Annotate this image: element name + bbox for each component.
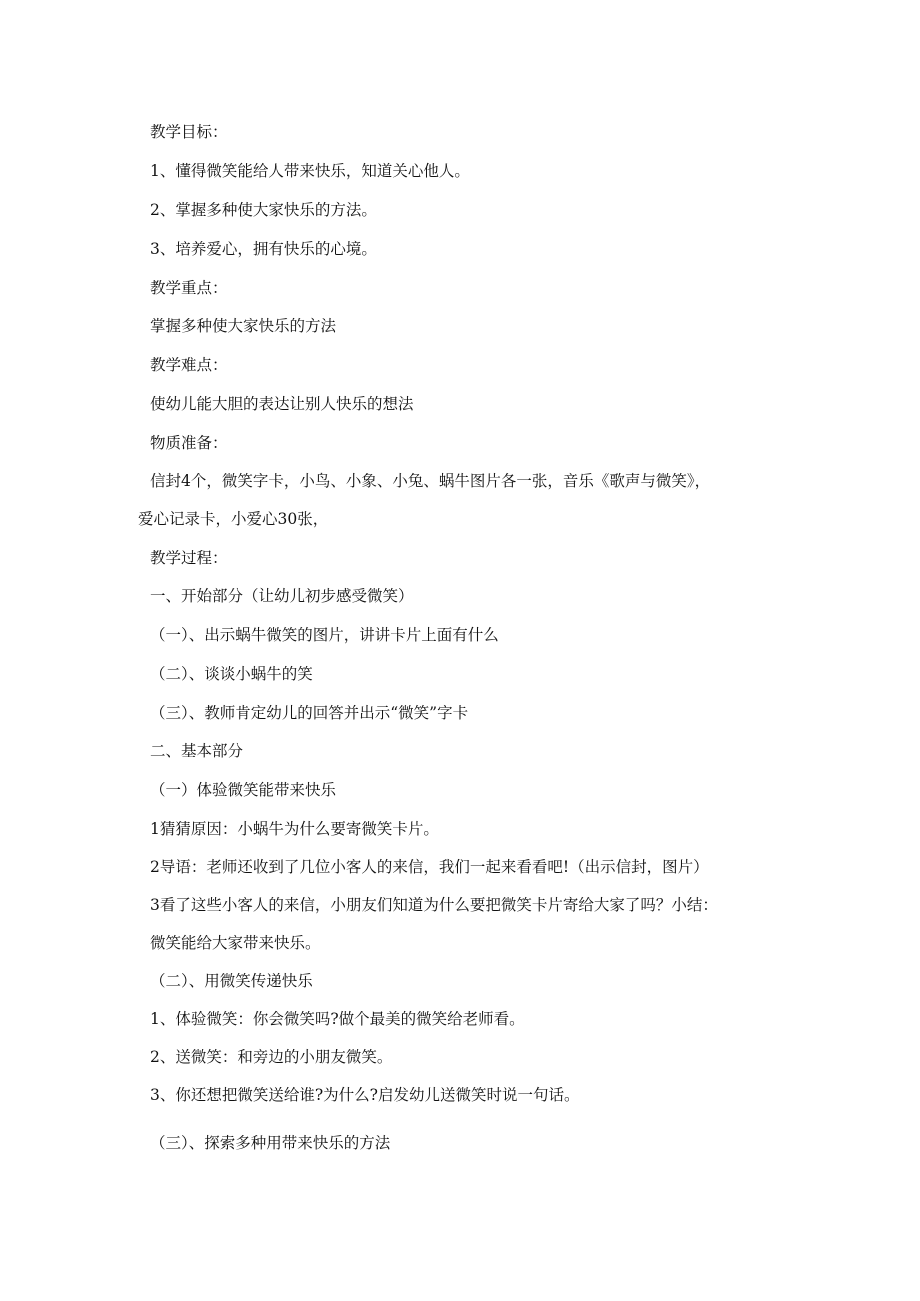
section-1-item-2: （二）、谈谈小蜗牛的笑 xyxy=(150,665,313,683)
section-2-sub-2-item-1: 1、体验微笑：你会微笑吗?做个最美的微笑给老师看。 xyxy=(150,1010,525,1028)
section-2-sub-1-item-3-line-2: 微笑能给大家带来快乐。 xyxy=(150,934,321,952)
section-2-sub-3-heading: （三）、探索多种用带来快乐的方法 xyxy=(150,1134,391,1152)
section-2-sub-1-item-1: 1猜猜原因：小蜗牛为什么要寄微笑卡片。 xyxy=(150,820,439,838)
section-2-heading: 二、基本部分 xyxy=(150,742,244,760)
teaching-difficulty-text: 使幼儿能大胆的表达让别人快乐的想法 xyxy=(150,395,414,413)
teaching-focus-text: 掌握多种使大家快乐的方法 xyxy=(150,317,337,335)
section-1-item-3: （三）、教师肯定幼儿的回答并出示“微笑”字卡 xyxy=(150,704,469,722)
heading-teaching-process: 教学过程： xyxy=(150,549,228,567)
section-2-sub-2-item-2: 2、送微笑：和旁边的小朋友微笑。 xyxy=(150,1048,393,1066)
goal-item-3: 3、培养爱心，拥有快乐的心境。 xyxy=(150,240,377,258)
section-2-sub-1-item-3-line-1: 3看了这些小客人的来信，小朋友们知道为什么要把微笑卡片寄给大家了吗？小结： xyxy=(150,896,718,914)
goal-item-2: 2、掌握多种使大家快乐的方法。 xyxy=(150,201,377,219)
section-2-sub-2-heading: （二）、用微笑传递快乐 xyxy=(150,972,313,990)
heading-teaching-focus: 教学重点： xyxy=(150,279,228,297)
section-2-sub-2-item-3: 3、你还想把微笑送给谁?为什么?启发幼儿送微笑时说一句话。 xyxy=(150,1086,580,1104)
heading-materials: 物质准备： xyxy=(150,434,228,452)
section-2-sub-1-item-2: 2导语：老师还收到了几位小客人的来信，我们一起来看看吧!（出示信封，图片） xyxy=(150,858,709,876)
heading-teaching-difficulty: 教学难点： xyxy=(150,356,228,374)
heading-teaching-goals: 教学目标： xyxy=(150,123,228,141)
section-1-heading: 一、开始部分（让幼儿初步感受微笑） xyxy=(150,587,414,605)
section-1-item-1: （一）、出示蜗牛微笑的图片，讲讲卡片上面有什么 xyxy=(150,626,499,644)
materials-text-line-1: 信封4个，微笑字卡，小鸟、小象、小兔、蜗牛图片各一张，音乐《歌声与微笑》， xyxy=(150,472,711,490)
materials-text-line-2: 爱心记录卡，小爱心30张， xyxy=(138,510,329,528)
goal-item-1: 1、懂得微笑能给人带来快乐，知道关心他人。 xyxy=(150,162,470,180)
section-2-sub-1-heading: （一）体验微笑能带来快乐 xyxy=(150,781,337,799)
